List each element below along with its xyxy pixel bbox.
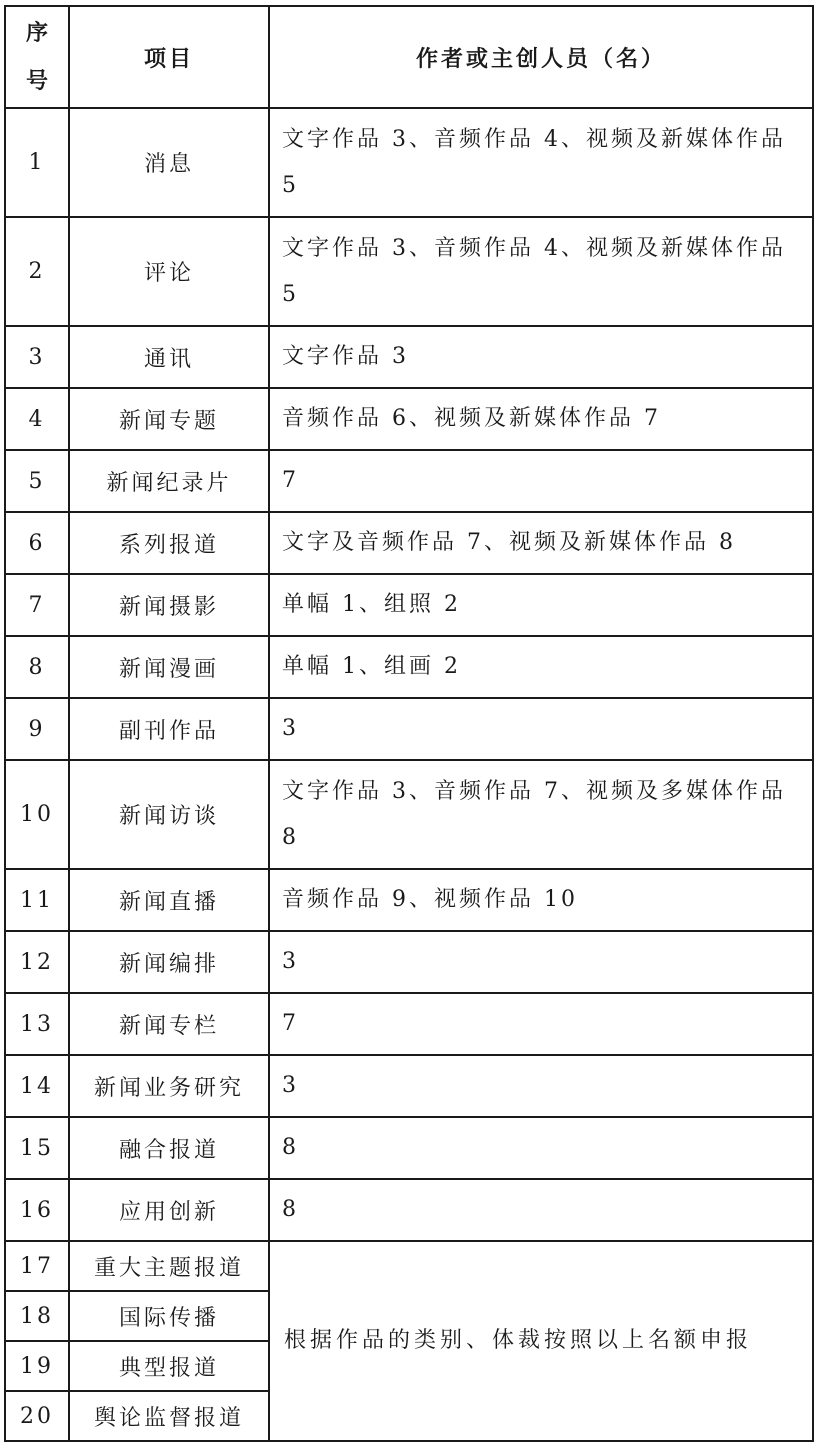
- cell-no: 1: [5, 108, 69, 217]
- cell-quota: 音频作品 6、视频及新媒体作品 7: [269, 388, 813, 450]
- cell-item: 新闻编排: [69, 931, 269, 993]
- cell-no: 20: [5, 1391, 69, 1441]
- table-row: [5, 760, 813, 869]
- table-row: [5, 574, 813, 636]
- cell-item: 重大主题报道: [69, 1241, 269, 1291]
- cell-no: 8: [5, 636, 69, 698]
- cell-quota: 8: [269, 1117, 813, 1179]
- cell-no: 14: [5, 1055, 69, 1117]
- cell-quota: 文字作品 3、音频作品 4、视频及新媒体作品 5: [269, 217, 813, 326]
- table-row: [5, 512, 813, 574]
- cell-quota: 文字作品 3、音频作品 7、视频及多媒体作品 8: [269, 760, 813, 869]
- cell-quota: 文字及音频作品 7、视频及新媒体作品 8: [269, 512, 813, 574]
- cell-item: 应用创新: [69, 1179, 269, 1241]
- cell-item: 新闻漫画: [69, 636, 269, 698]
- cell-quota: 7: [269, 993, 813, 1055]
- table-row: [5, 326, 813, 388]
- cell-no: 6: [5, 512, 69, 574]
- cell-no: 11: [5, 869, 69, 931]
- cell-item: 新闻纪录片: [69, 450, 269, 512]
- cell-quota: 文字作品 3: [269, 326, 813, 388]
- cell-item: 新闻摄影: [69, 574, 269, 636]
- header-cell-quota: 作者或主创人员（名）: [269, 6, 813, 108]
- cell-item: 新闻业务研究: [69, 1055, 269, 1117]
- cell-item: 融合报道: [69, 1117, 269, 1179]
- quota-table: [4, 5, 814, 1442]
- cell-quota: 8: [269, 1179, 813, 1241]
- table-row: [5, 1117, 813, 1179]
- cell-quota: 单幅 1、组照 2: [269, 574, 813, 636]
- cell-item: 副刊作品: [69, 698, 269, 760]
- table-row: [5, 217, 813, 326]
- cell-item: 国际传播: [69, 1291, 269, 1341]
- cell-no: 16: [5, 1179, 69, 1241]
- cell-item: 通讯: [69, 326, 269, 388]
- cell-item: 新闻直播: [69, 869, 269, 931]
- cell-no: 7: [5, 574, 69, 636]
- cell-no: 15: [5, 1117, 69, 1179]
- cell-quota: 单幅 1、组画 2: [269, 636, 813, 698]
- table-row: [5, 388, 813, 450]
- cell-quota: 3: [269, 698, 813, 760]
- table-row: [5, 993, 813, 1055]
- cell-item: 典型报道: [69, 1341, 269, 1391]
- cell-item: 评论: [69, 217, 269, 326]
- cell-item: 新闻专题: [69, 388, 269, 450]
- table-row: [5, 698, 813, 760]
- cell-item: 舆论监督报道: [69, 1391, 269, 1441]
- header-row: [5, 6, 813, 108]
- cell-no: 3: [5, 326, 69, 388]
- cell-item: 新闻访谈: [69, 760, 269, 869]
- header-cell-no: [5, 6, 69, 108]
- header-no-label: 序号: [25, 20, 48, 94]
- cell-no: 9: [5, 698, 69, 760]
- cell-quota: 7: [269, 450, 813, 512]
- table-row: [5, 1241, 813, 1291]
- table-row: [5, 1179, 813, 1241]
- cell-item: 消息: [69, 108, 269, 217]
- cell-quota: 音频作品 9、视频作品 10: [269, 869, 813, 931]
- cell-item: 新闻专栏: [69, 993, 269, 1055]
- cell-item: 系列报道: [69, 512, 269, 574]
- table-row: [5, 108, 813, 217]
- cell-no: 19: [5, 1341, 69, 1391]
- cell-no: 2: [5, 217, 69, 326]
- cell-quota: 文字作品 3、音频作品 4、视频及新媒体作品 5: [269, 108, 813, 217]
- table-row: [5, 636, 813, 698]
- header-cell-item: 项目: [69, 6, 269, 108]
- merged-quota-cell: 根据作品的类别、体裁按照以上名额申报: [269, 1241, 813, 1441]
- cell-quota: 3: [269, 931, 813, 993]
- table-row: [5, 450, 813, 512]
- cell-no: 13: [5, 993, 69, 1055]
- cell-quota: 3: [269, 1055, 813, 1117]
- cell-no: 5: [5, 450, 69, 512]
- table-row: [5, 931, 813, 993]
- cell-no: 10: [5, 760, 69, 869]
- cell-no: 17: [5, 1241, 69, 1291]
- cell-no: 12: [5, 931, 69, 993]
- table-row: [5, 869, 813, 931]
- table-row: [5, 1055, 813, 1117]
- cell-no: 18: [5, 1291, 69, 1341]
- cell-no: 4: [5, 388, 69, 450]
